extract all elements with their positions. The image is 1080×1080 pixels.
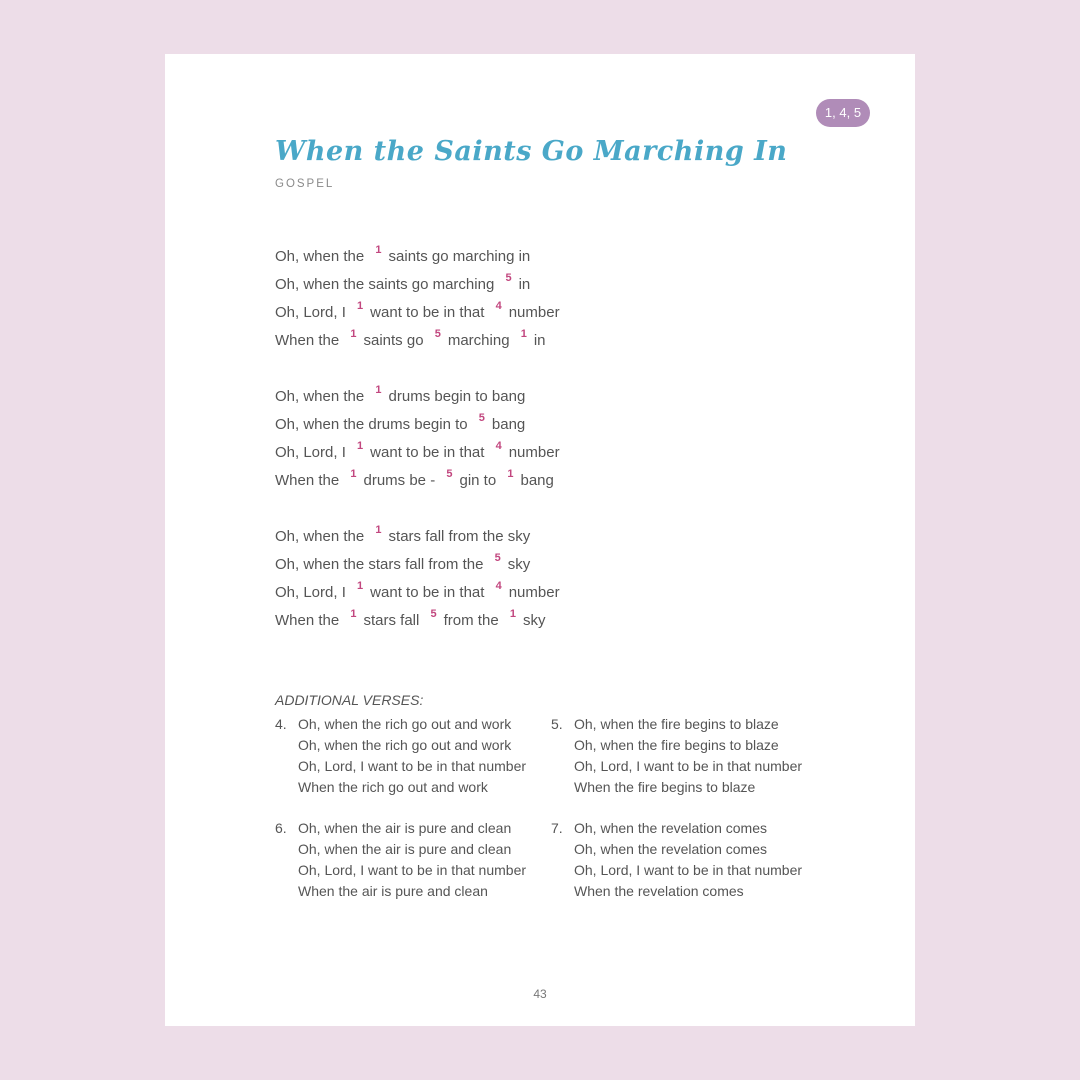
verse-line: Oh, Lord, I want to be in that number [574,862,803,878]
lyric-line [275,243,775,271]
verse-line: Oh, Lord, I want to be in that number [574,758,803,774]
lyric-text: Oh, when the [275,248,369,265]
lyric-line [275,271,775,299]
lyric-text: number [508,444,560,461]
verse-line: Oh, when the rich go out and work [298,737,512,753]
chord-number: 1 [375,244,382,256]
verse-line: Oh, when the revelation comes [574,841,767,857]
song-page [165,54,915,1026]
lyric-text: drums be - [363,472,440,489]
chord-number: 4 [495,300,502,312]
lyric-line [275,299,775,327]
lyric-text: Oh, when the [275,528,369,545]
chord-number: 1 [350,468,357,480]
lyric-text: number [508,584,560,601]
lyric-line [275,327,775,355]
lyric-text: drums begin to bang [388,388,526,405]
lyric-text: in [518,276,531,293]
lyric-text: sky [522,612,546,629]
lyric-text: Oh, Lord, I [275,584,351,601]
stanza [275,243,775,355]
lyric-text: want to be in that [370,444,489,461]
chord-number: 5 [430,608,437,620]
chord-number: 1 [350,608,357,620]
verse-line: Oh, when the rich go out and work [298,716,512,732]
chord-number: 1 [375,384,382,396]
chord-number: 1 [350,328,357,340]
lyric-line [275,523,775,551]
lyrics-verses [275,243,775,663]
verse-line: Oh, Lord, I want to be in that number [298,862,527,878]
lyric-text: Oh, Lord, I [275,304,351,321]
lyric-text: When the [275,612,344,629]
lyric-text: stars fall [363,612,424,629]
verse-line: Oh, when the fire begins to blaze [574,737,779,753]
chord-number: 5 [505,272,512,284]
lyric-text: Oh, when the saints go marching [275,276,499,293]
lyric-line [275,579,775,607]
verse-line: Oh, when the air is pure and clean [298,841,512,857]
lyric-text: bang [520,472,554,489]
lyric-text: stars fall from the sky [388,528,531,545]
additional-verse [275,714,545,798]
verse-number: 6. [275,820,287,836]
chord-number: 1 [507,468,514,480]
lyric-text: saints go marching in [388,248,531,265]
lyric-text: in [533,332,546,349]
chord-number: 4 [495,580,502,592]
chord-number: 5 [434,328,441,340]
chord-number: 1 [357,300,364,312]
verse-line: When the fire begins to blaze [574,779,756,795]
lyric-line [275,467,775,495]
lyric-text: want to be in that [370,584,489,601]
chord-number: 1 [520,328,527,340]
lyric-text: Oh, when the [275,388,369,405]
lyric-text: from the [443,612,503,629]
lyric-text: Oh, when the drums begin to [275,416,472,433]
additional-verse [275,818,545,902]
lyric-text: number [508,304,560,321]
lyric-text: When the [275,472,344,489]
verse-number: 4. [275,716,287,732]
chord-number: 5 [478,412,485,424]
chord-number: 5 [494,552,501,564]
lyric-text: want to be in that [370,304,489,321]
lyric-line [275,411,775,439]
lyric-text: Oh, Lord, I [275,444,351,461]
lyric-text: marching [447,332,514,349]
verse-line: Oh, when the revelation comes [574,820,767,836]
chord-number: 5 [446,468,453,480]
chord-number: 1 [357,580,364,592]
verse-line: Oh, when the fire begins to blaze [574,716,779,732]
lyric-line [275,383,775,411]
additional-verses-header: ADDITIONAL VERSES: [275,692,424,708]
lyric-line [275,439,775,467]
stanza [275,523,775,635]
song-genre: GOSPEL [275,178,335,190]
song-title: When the Saints Go Marching In [275,136,788,167]
verse-line: When the revelation comes [574,883,744,899]
page-number: 43 [533,987,547,1001]
lyric-text: sky [507,556,531,573]
verse-line: When the rich go out and work [298,779,488,795]
verse-line: When the air is pure and clean [298,883,488,899]
stanza [275,383,775,495]
lyric-text: Oh, when the stars fall from the [275,556,488,573]
verse-number: 5. [551,716,563,732]
chord-number: 1 [375,524,382,536]
chord-number: 4 [495,440,502,452]
verse-number: 7. [551,820,563,836]
verse-line: Oh, when the air is pure and clean [298,820,512,836]
lyric-text: bang [491,416,526,433]
additional-verse [551,818,821,902]
additional-verse [551,714,821,798]
lyric-text: saints go [363,332,428,349]
lyric-text: gin to [459,472,501,489]
lyric-line [275,551,775,579]
chord-number: 1 [357,440,364,452]
verse-line: Oh, Lord, I want to be in that number [298,758,527,774]
lyric-text: When the [275,332,344,349]
lyric-line [275,607,775,635]
chord-number: 1 [509,608,516,620]
chord-set-badge: 1, 4, 5 [816,99,870,127]
